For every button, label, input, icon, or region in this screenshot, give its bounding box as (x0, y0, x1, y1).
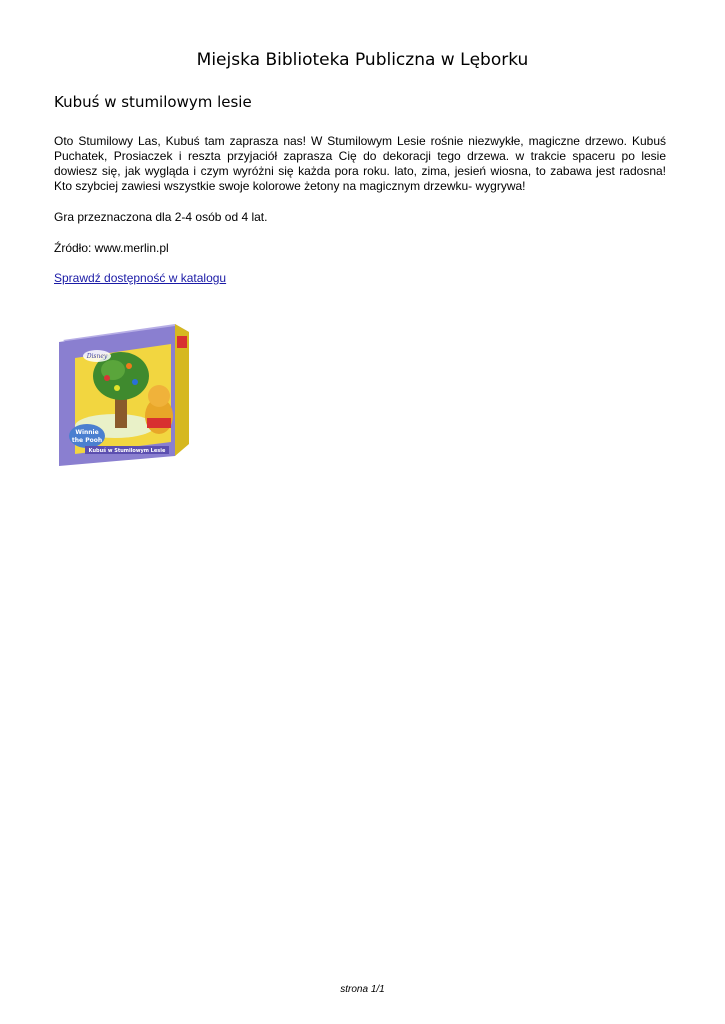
page-number: strona 1/1 (340, 984, 385, 995)
svg-text:Disney: Disney (86, 353, 108, 360)
winnie-the-pooh-logo (69, 424, 105, 448)
publisher-logo (177, 336, 187, 348)
svg-text:the Pooh: the Pooh (71, 437, 103, 444)
box-title-text: Kubuś w Stumilowym Lesie (88, 448, 166, 454)
article-description: Oto Stumilowy Las, Kubuś tam zaprasza nas! W Stumilowym Lesie rośnie niezwykłe, magiczne drzewo. Kubuś Puchatek, Prosiaczek i reszta przyjaciół zaprasza Cię do dekoracji tego drzewa. w trakcie spaceru po lesie dowiesz się, jak wygląda i czym wyróżni się każda pora roku. lato, zima, jesień wiosna, to zabawa jest radosna! Kto szybciej zawiesi wszystkie swoje kolorowe żetony na magicznym drzewku- wygrywa! (54, 134, 666, 193)
library-name: Miejska Biblioteka Publiczna w Lęborku (196, 50, 529, 70)
catalog-availability-link[interactable]: Sprawdź dostępność w katalogu (54, 271, 227, 285)
article-title: Kubuś w stumilowym lesie (54, 93, 252, 111)
series-logo-text: Winnie (75, 429, 99, 436)
audience-info: Gra przeznaczona dla 2-4 osób od 4 lat. (54, 210, 268, 224)
source-info: Źródło: www.merlin.pl (54, 241, 169, 255)
board-game-box-image (55, 318, 193, 468)
